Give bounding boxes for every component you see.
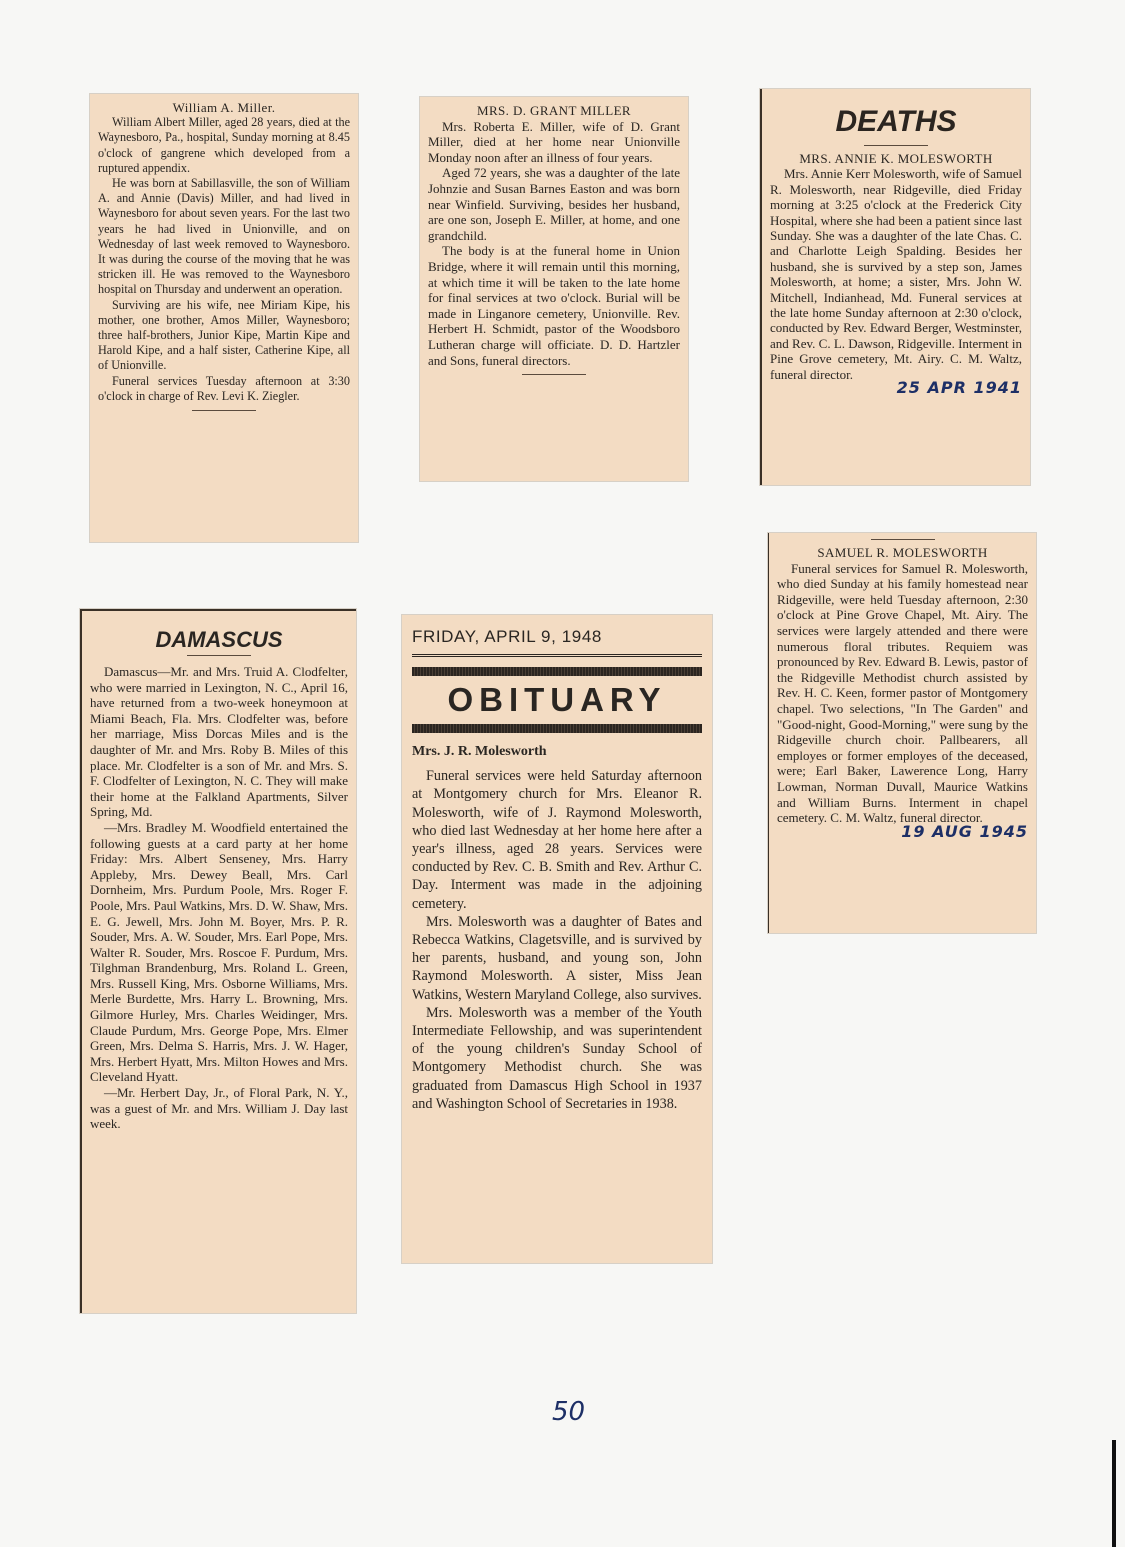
clipping-annie-molesworth (760, 89, 1030, 485)
scan-edge (1112, 1440, 1116, 1547)
clipping-heading: William A. Miller. (172, 100, 276, 115)
divider (522, 374, 586, 375)
clipping-paragraph: Mrs. Annie Kerr Molesworth, wife of Samuel R. Molesworth, near Ridgeville, died Friday morning at 3:25 o'clock at the Frederick City Hospital, where she had been a patient since last Sunday. She was a daughter of the late Chas. C. and Charlotte Leigh Spalding. Besides her husband, she is survived by a step son, James Molesworth, at home; a sister, Mrs. John W. Mitchell, Indianhead, Md. Funeral services at the late home Sunday afternoon at 2:30 o'clock, conducted by Rev. Edward Berger, Westminster, and Rev. C. L. Dawson, Ridgeville. Interment in Pine Grove cemetery, Mt. Airy. C. M. Waltz, funeral director. (770, 166, 1022, 382)
clipping-heading: Mrs. J. R. Molesworth (412, 744, 547, 759)
clipping-paragraph: Mrs. Roberta E. Miller, wife of D. Grant Miller, died at her home near Unionville Monday noon after an illness of four years. (428, 118, 680, 165)
clipping-paragraph: The body is at the funeral home in Union Bridge, where it will remain until this morning, at which time it will be taken to the late home for final services at two o'clock. Burial will be made in Linganore cemetery, Unionville. Rev. Herbert H. Schmidt, pastor of the Woodsboro Lutheran charge will officiate. D. D. Hartzler and Sons, funeral directors. (428, 243, 680, 368)
clipping-title: OBITUARY (447, 681, 667, 718)
clipping-paragraph: He was born at Sabillasville, the son of William A. and Annie (Davis) Miller, and had lived in Waynesboro for about seven years. For the last two years he had lived in Unionville, and on Wednesday of last week removed to Waynesboro. It was during the course of the moving that he was stricken ill. He was removed to the Waynesboro hospital on Thursday and underwent an operation. (98, 176, 350, 297)
clipping-paragraph: Funeral services for Samuel R. Molesworth, who died Sunday at his family homestead near Ridgeville, were held Tuesday afternoon, 2:30 o'clock at Pine Grove Chapel, Mt. Airy. The services were largely attended and there were numerous floral tributes. Requiem was pronounced by Rev. Edward B. Lewis, pastor of the Ridgeville Methodist church assisted by Rev. H. C. Keen, former pastor of Montgomery chapel. Two selections, "In The Garden" and "Good-night, Good-Morning," were sung by the Ridgeville church choir. Pallbearers, all employes or former employes of the deceased, were; Earl Baker, Lawerence Long, Harry Lowman, Norman Duvall, Maurice Watkins and William Burns. Interment in chapel cemetery. C. M. Waltz, funeral director. (777, 560, 1028, 826)
clipping-paragraph: Funeral services were held Saturday afternoon at Montgomery church for Mrs. Eleanor R. Molesworth, wife of J. Raymond Molesworth, who died last Wednesday at her home here after a year's illness, aged 28 years. Services were conducted by Rev. C. B. Smith and Rev. Arthur C. Day. Interment was made in the adjoining cemetery. (412, 768, 702, 912)
handwritten-date: 25 APR 1941 (896, 378, 1022, 398)
dateline: FRIDAY, APRIL 9, 1948 (412, 627, 602, 646)
clipping-paragraph: Mrs. Molesworth was a member of the Youth Intermediate Fellowship, and was superintendent of the young children's Sunday School of Montgomery Methodist church. She was graduated from Damascus High School in 1937 and Washington School of Secretaries in 1938. (412, 1004, 702, 1112)
clipping-paragraph: —Mrs. Bradley M. Woodfield entertained the following guests at a card party at her home Friday: Mrs. Albert Senseney, Mrs. Harry Appleby, Mrs. Dewey Beall, Mrs. Carl Dornheim, Mrs. Purdum Poole, Mrs. Roger F. Poole, Mrs. Paul Watkins, Mrs. D. W. Shaw, Mrs. E. G. Jewell, Mrs. John M. Boyer, Mrs. P. R. Souder, Mrs. A. W. Souder, Mrs. Earl Pope, Mrs. Walter R. Souder, Mrs. Roscoe F. Purdum, Mrs. Tilghman Brandenburg, Mrs. Roland L. Green, Mrs. Russell King, Mrs. Osborne Williams, Mrs. Merle Burdette, Mrs. Harry L. Browning, Mrs. Gilmore Hurley, Mrs. Charles Weidinger, Mrs. Claude Purdum, Mrs. George Pope, Mrs. Elmer Green, Mrs. Delma S. Harris, Mrs. J. W. Hager, Mrs. Herbert Hyatt, Mrs. Milton Howes and Mrs. Cleveland Hyatt. (90, 819, 348, 1085)
divider (412, 667, 702, 676)
clipping-damascus (80, 609, 356, 1313)
divider (412, 724, 702, 733)
clipping-title: DAMASCUS (155, 627, 283, 652)
clipping-heading: MRS. ANNIE K. MOLESWORTH (799, 151, 993, 166)
clipping-paragraph: Damascus—Mr. and Mrs. Truid A. Clodfelter, who were married in Lexington, N. C., April 16, have returned from a two-week honeymoon at Miami Beach, Fla. Mrs. Clodfelter was, before her marriage, Miss Dorcas Miles and is the daughter of Mr. and Mrs. Roby B. Miles of this place. Mr. Clodfelter is a son of Mr. and Mrs. S. F. Clodfelter of Lexington, N. C. They will make their home at the Falkland Apartments, Silver Spring, Md. (90, 664, 348, 820)
handwritten-date: 19 AUG 1945 (901, 821, 1028, 841)
clipping-paragraph: —Mr. Herbert Day, Jr., of Floral Park, N. Y., was a guest of Mr. and Mrs. William J. Day last week. (90, 1085, 348, 1132)
clipping-grant-miller (420, 97, 688, 481)
clipping-jr-molesworth (402, 615, 712, 1263)
clipping-paragraph: William Albert Miller, aged 28 years, died at the Waynesboro, Pa., hospital, Sunday morning at 8.45 o'clock of gangrene which developed from a ruptured appendix. (98, 115, 350, 175)
divider (192, 410, 256, 411)
clipping-william-miller (90, 94, 358, 542)
page-number: 50 (552, 1397, 586, 1427)
clipping-paragraph: Mrs. Molesworth was a daughter of Bates and Rebecca Watkins, Clagetsville, and is survived by her parents, husband, and young son, John Raymond Molesworth. A sister, Miss Jean Watkins, Western Maryland College, also survives. (412, 913, 702, 1003)
clipping-heading: SAMUEL R. MOLESWORTH (817, 545, 988, 560)
clipping-paragraph: Aged 72 years, she was a daughter of the late Johnzie and Susan Barnes Easton and was born near Winfield. Surviving, besides her husband, are one son, Joseph E. Miller, at home, and one grandchild. (428, 165, 680, 243)
divider (187, 655, 251, 656)
clipping-paragraph: Funeral services Tuesday afternoon at 3:30 o'clock in charge of Rev. Levi K. Ziegler. (98, 373, 350, 403)
divider (871, 539, 935, 540)
clipping-paragraph: Surviving are his wife, nee Miriam Kipe, his mother, one brother, Amos Miller, Waynesboro; three half-brothers, Junior Kipe, Martin Kipe and Harold Kipe, and a half sister, Catherine Kipe, all of Unionville. (98, 297, 350, 373)
clipping-samuel-molesworth (768, 533, 1036, 933)
clipping-heading: MRS. D. GRANT MILLER (476, 103, 632, 118)
divider (864, 145, 928, 146)
divider (412, 654, 702, 657)
clipping-title: DEATHS (835, 105, 957, 138)
